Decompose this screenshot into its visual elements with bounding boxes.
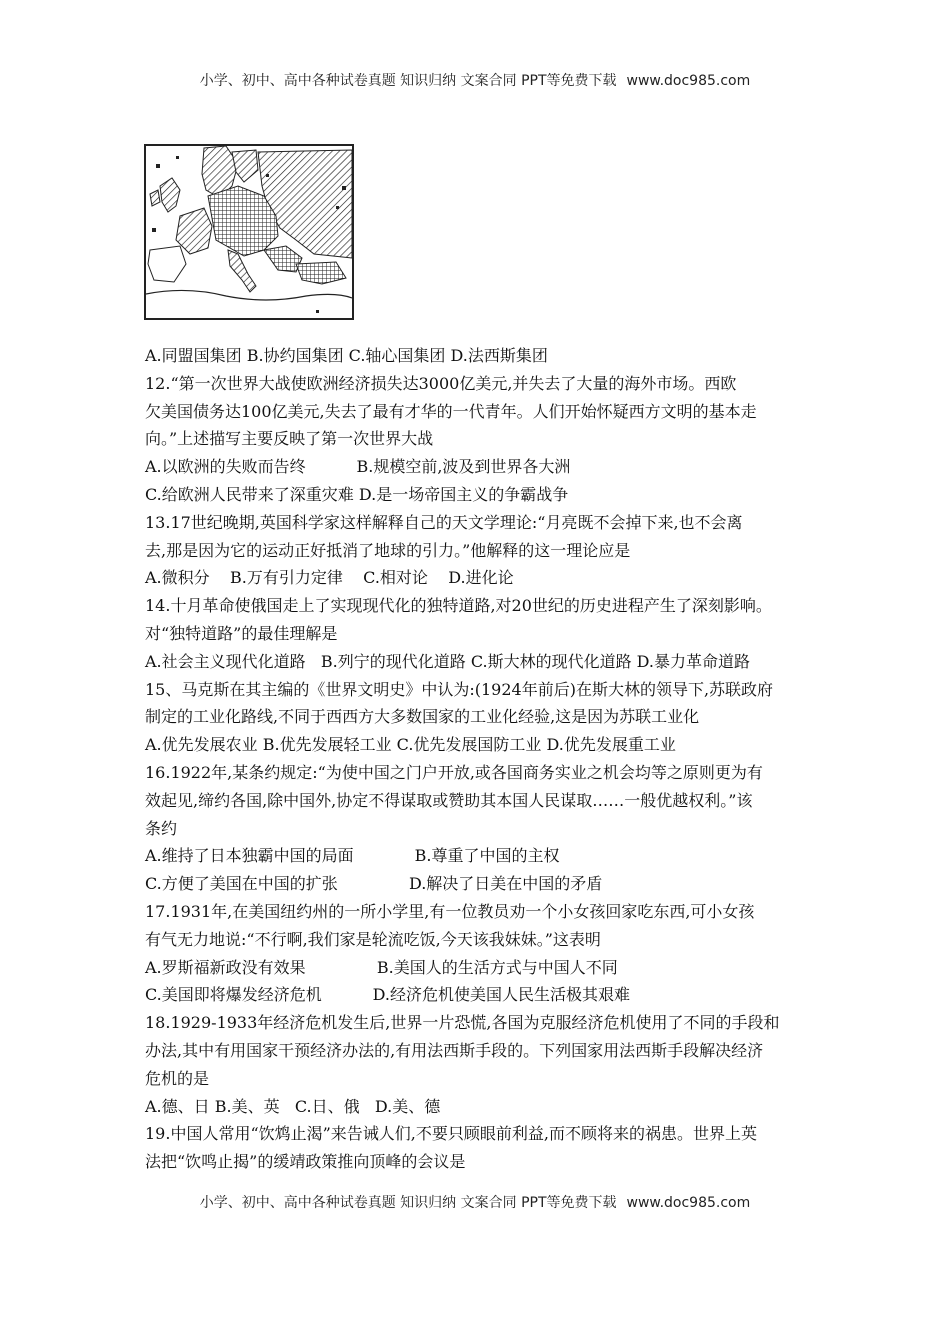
text-line: C.方便了美国在中国的扩张 D.解决了日美在中国的矛盾 [145,874,603,894]
text-line: A.微积分 B.万有引力定律 C.相对论 D.进化论 [145,568,514,588]
text-line: 法把“饮鸣止揭”的缓靖政策推向顶峰的会议是 [145,1152,466,1172]
footer-text: 小学、初中、高中各种试卷真题 知识归纳 文案合同 PPT等免费下载 [199,1195,617,1211]
header-url: www.doc985.com [626,73,751,89]
text-line: A.罗斯福新政没有效果 B.美国人的生活方式与中国人不同 [145,957,618,977]
text-line: 13.17世纪晚期,英国科学家这样解释自己的天文学理论:“月亮既不会掉下来,也不会离 [145,512,743,532]
footer-url: www.doc985.com [626,1195,751,1211]
text-line: 12.“第一次世界大战使欧洲经济损失达3000亿美元,并失去了大量的海外市场。西欧 [145,373,737,393]
text-line: 向。”上述描写主要反映了第一次世界大战 [145,429,434,449]
text-line: A.优先发展农业 B.优先发展轻工业 C.优先发展国防工业 D.优先发展重工业 [145,735,676,755]
page-footer [0,1192,950,1212]
text-line: 去,那是因为它的运动正好抵消了地球的引力。”他解释的这一理论应是 [145,540,631,560]
text-line: 条约 [145,818,178,838]
text-line: 14.十月革命使俄国走上了实现现代化的独特道路,对20世纪的历史进程产生了深刻影响。 [145,596,772,616]
text-line: 危机的是 [145,1068,210,1088]
text-line: 办法,其中有用国家干预经济办法的,有用法西斯手段的。下列国家用法西斯手段解决经济 [145,1040,764,1060]
map-drawing [146,146,352,318]
text-line: 对“独特道路”的最佳理解是 [145,623,338,643]
text-line: A.同盟国集团 B.协约国集团 C.轴心国集团 D.法西斯集团 [145,346,548,365]
text-line: 15、马克斯在其主编的《世界文明史》中认为:(1924年前后)在斯大林的领导下,苏联政府 [145,679,774,699]
text-line: 18.1929-1933年经济危机发生后,世界一片恐慌,各国为克服经济危机使用了不同的手段和 [145,1013,780,1033]
text-line: 制定的工业化路线,不同于西西方大多数国家的工业化经验,这是因为苏联工业化 [145,707,700,727]
text-line: A.德、日 B.美、英 C.日、俄 D.美、德 [145,1096,441,1116]
text-line: 效起见,缔约各国,除中国外,协定不得谋取或赞助其本国人民谋取……一般优越权利。”该 [145,790,753,810]
text-line: A.社会主义现代化道路 B.列宁的现代化道路 C.斯大林的现代化道路 D.暴力革命道路 [145,651,751,671]
text-line: 19.中国人常用“饮鸩止渴”来告诫人们,不要只顾眼前利益,而不顾将来的祸患。世界上英 [145,1124,757,1144]
page-header [0,70,950,90]
question-text [145,342,810,1176]
text-line: C.美国即将爆发经济危机 D.经济危机使美国人民生活极其艰难 [145,985,630,1005]
text-line: 17.1931年,在美国纽约州的一所小学里,有一位教员劝一个小女孩回家吃东西,可小女孩 [145,901,755,921]
header-text: 小学、初中、高中各种试卷真题 知识归纳 文案合同 PPT等免费下载 [199,73,617,89]
text-line: A.维持了日本独霸中国的局面 B.尊重了中国的主权 [145,846,560,866]
text-line: 欠美国债务达100亿美元,失去了最有才华的一代青年。人们开始怀疑西方文明的基本走 [145,401,757,421]
text-line: 有气无力地说:“不行啊,我们家是轮流吃饭,今天该我妹妹。”这表明 [145,929,601,949]
europe-map-figure [144,144,354,320]
text-line: A.以欧洲的失败而告终 B.规模空前,波及到世界各大洲 [145,457,571,477]
text-line: 16.1922年,某条约规定:“为使中国之门户开放,或各国商务实业之机会均等之原则更为有 [145,762,763,782]
text-line: C.给欧洲人民带来了深重灾难 D.是一场帝国主义的争霸战争 [145,484,569,504]
